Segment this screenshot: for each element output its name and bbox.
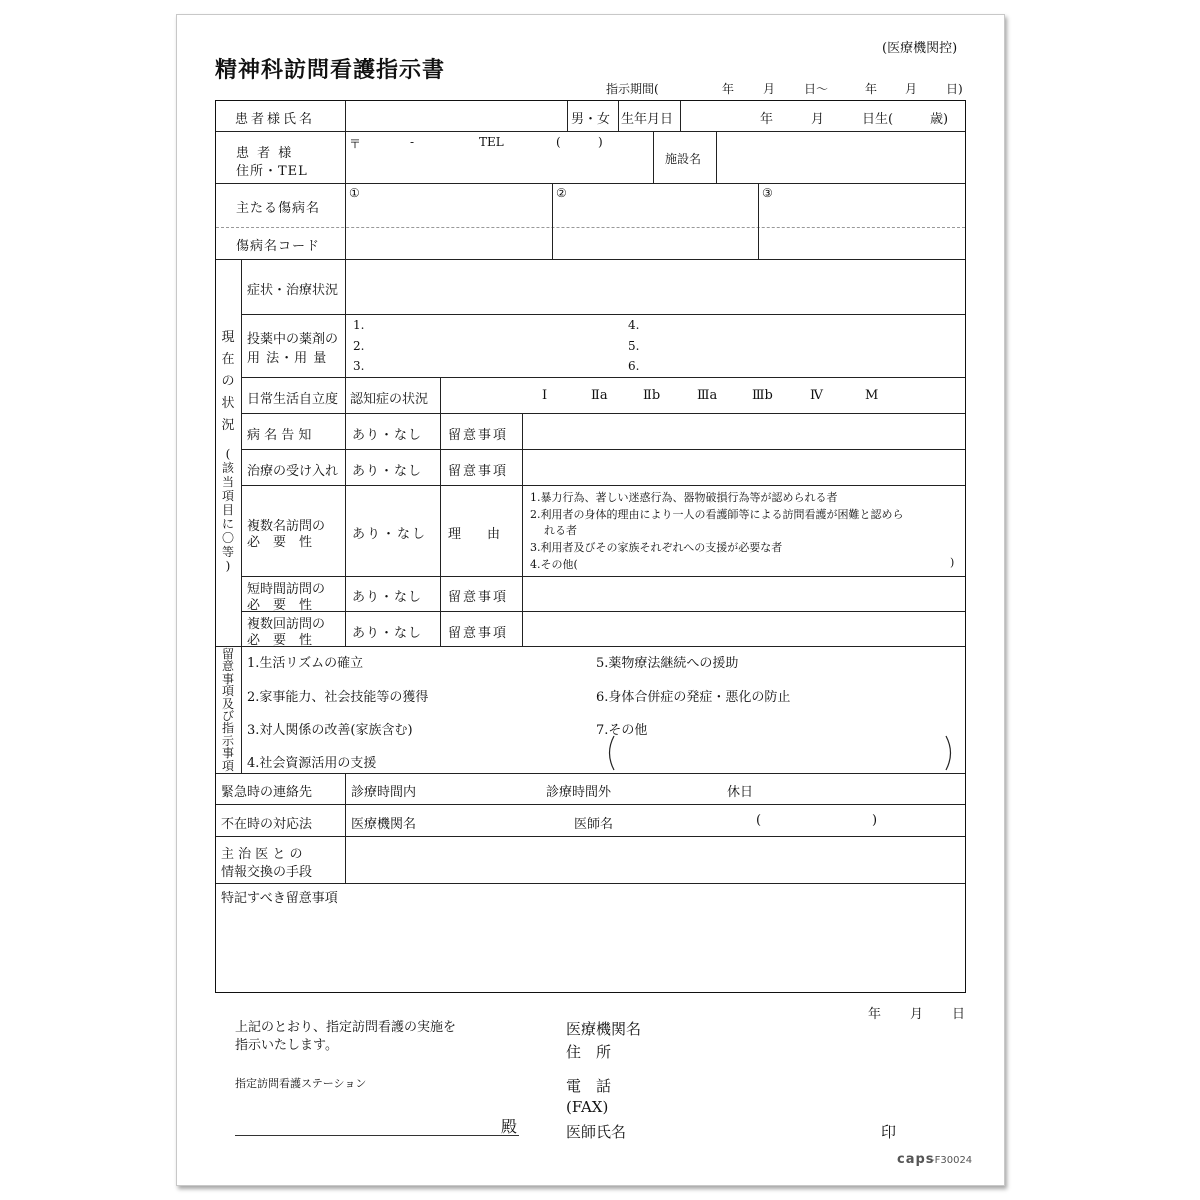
footer-address-label: 住 所 <box>566 1043 612 1061</box>
in-hours-label: 診療時間内 <box>351 785 417 800</box>
short-visit-label-1: 短時間訪問の <box>247 582 326 597</box>
address-label-2: 住所・TEL <box>236 164 308 179</box>
daily-living-label: 日常生活自立度 <box>247 392 339 407</box>
multi-visit-yes-no[interactable]: あり・なし <box>352 626 423 641</box>
current-status-side-label: 現 在 の 状 況 <box>221 330 235 433</box>
reason-4-close: ) <box>950 556 955 569</box>
date-day: 日 <box>952 1007 966 1022</box>
honorific-label: 殿 <box>501 1117 518 1136</box>
reason-2: 2.利用者の身体的理由により一人の看護師等による訪問看護が困難と認めら <box>530 508 904 521</box>
med-5: 5. <box>628 339 640 353</box>
doctor-paren-close: ) <box>872 813 878 828</box>
footer-doctor-name-label: 医師氏名 <box>566 1123 627 1141</box>
sex-label: 男・女 <box>571 112 611 127</box>
postal-dash: - <box>410 135 415 149</box>
dementia-level-3b[interactable]: Ⅲb <box>752 388 773 403</box>
statement-line-1: 上記のとおり、指定訪問看護の実施を <box>235 1020 457 1035</box>
station-signature-line <box>235 1135 519 1136</box>
info-exchange-label-1: 主 治 医 と の <box>221 847 303 862</box>
dementia-level-2b[interactable]: Ⅱb <box>643 388 661 403</box>
multi-staff-yes-no[interactable]: あり・なし <box>352 527 428 542</box>
disease-3-marker: ③ <box>762 186 773 200</box>
multi-visit-label-2: 必 要 性 <box>247 633 313 648</box>
dementia-label: 認知症の状況 <box>350 392 429 407</box>
meds-label-2: 用 法・用 量 <box>247 351 328 366</box>
dementia-level-m[interactable]: M <box>865 388 879 403</box>
acceptance-yes-no[interactable]: あり・なし <box>352 464 423 479</box>
med-4: 4. <box>628 318 640 332</box>
reason-label: 理 由 <box>448 527 501 542</box>
main-disease-label: 主たる傷病名 <box>236 201 321 216</box>
institution-label: 医療機関名 <box>351 817 417 832</box>
period-day-1: 日〜 <box>804 82 829 96</box>
multi-visit-label-1: 複数回訪問の <box>247 617 326 632</box>
footer-institution-label: 医療機関名 <box>566 1020 642 1038</box>
short-visit-yes-no[interactable]: あり・なし <box>352 590 423 605</box>
instruction-2[interactable]: 2.家事能力、社会技能等の獲得 <box>247 690 429 705</box>
dementia-level-2a[interactable]: Ⅱa <box>591 388 608 403</box>
statement-line-2: 指示いたします。 <box>235 1038 338 1053</box>
facility-label: 施設名 <box>665 152 702 166</box>
med-2: 2. <box>353 339 365 353</box>
reason-3: 3.利用者及びその家族それぞれへの支援が必要な者 <box>530 541 783 554</box>
doctor-paren-open: ( <box>756 813 762 828</box>
dementia-level-1[interactable]: I <box>542 388 548 403</box>
absence-handling-label: 不在時の対応法 <box>221 817 313 832</box>
reason-1: 1.暴力行為、著しい迷惑行為、器物破損行為等が認められる者 <box>530 491 838 504</box>
brand-logo: caps <box>897 1152 935 1167</box>
copy-label: (医療機関控) <box>882 41 958 56</box>
dob-year: 年 <box>760 112 774 127</box>
product-code: -F30024 <box>931 1155 973 1166</box>
document-title: 精神科訪問看護指示書 <box>215 57 446 83</box>
instruction-6[interactable]: 6.身体合併症の発症・悪化の防止 <box>596 690 791 705</box>
symptom-label: 症状・治療状況 <box>247 283 339 298</box>
station-label: 指定訪問看護ステーション <box>235 1077 367 1090</box>
period-day-2: 日) <box>946 82 963 96</box>
special-notes-label: 特記すべき留意事項 <box>221 891 338 906</box>
period-label: 指示期間( <box>606 82 659 96</box>
instruction-3[interactable]: 3.対人関係の改善(家族含む) <box>247 723 413 738</box>
tel-paren-close: ) <box>598 135 603 149</box>
patient-name-label: 患者様氏名 <box>235 112 316 127</box>
notice-yes-no[interactable]: あり・なし <box>352 428 423 443</box>
short-visit-notes-label: 留意事項 <box>448 590 509 605</box>
med-3: 3. <box>353 359 365 373</box>
emergency-contact-label: 緊急時の連絡先 <box>221 785 313 800</box>
date-month: 月 <box>910 1007 924 1022</box>
treatment-acceptance-label: 治療の受け入れ <box>247 464 339 479</box>
footer-fax-label: (FAX) <box>566 1098 609 1116</box>
period-month-2: 月 <box>905 82 918 96</box>
period-month-1: 月 <box>763 82 776 96</box>
disease-notice-label: 病 名 告 知 <box>247 428 312 443</box>
disease-2-marker: ② <box>556 186 567 200</box>
disease-code-label: 傷病名コード <box>236 239 321 254</box>
instruction-5[interactable]: 5.薬物療法継続への援助 <box>596 656 739 671</box>
dob-day: 日生( <box>862 112 894 127</box>
med-6: 6. <box>628 359 640 373</box>
notice-notes-label: 留意事項 <box>448 428 509 443</box>
instruction-7-bracket <box>605 734 955 774</box>
info-exchange-label-2: 情報交換の手段 <box>221 865 313 880</box>
multi-staff-label-1: 複数名訪問の <box>247 519 326 534</box>
med-1: 1. <box>353 318 365 332</box>
tel-paren-open: ( <box>556 135 561 149</box>
dementia-level-4[interactable]: Ⅳ <box>810 388 823 403</box>
instruction-7[interactable]: 7.その他 <box>596 723 648 738</box>
current-status-side-note: ( 該 当 項 目 に 〇 等 ) <box>221 447 234 573</box>
period-year-2: 年 <box>865 82 878 96</box>
dob-label: 生年月日 <box>621 112 674 127</box>
date-year: 年 <box>868 1007 882 1022</box>
instruction-1[interactable]: 1.生活リズムの確立 <box>247 656 364 671</box>
multi-visit-notes-label: 留意事項 <box>448 626 509 641</box>
dob-age: 歳) <box>930 112 949 127</box>
period-year-1: 年 <box>722 82 735 96</box>
postal-mark: 〒 <box>349 137 362 151</box>
short-visit-label-2: 必 要 性 <box>247 598 313 613</box>
dob-month: 月 <box>811 112 825 127</box>
multi-staff-label-2: 必 要 性 <box>247 535 313 550</box>
disease-1-marker: ① <box>349 186 360 200</box>
tel-label: TEL <box>479 135 504 149</box>
out-hours-label: 診療時間外 <box>546 785 612 800</box>
meds-label-1: 投薬中の薬剤の <box>247 332 339 347</box>
dementia-level-3a[interactable]: Ⅲa <box>697 388 718 403</box>
footer-phone-label: 電 話 <box>566 1077 612 1095</box>
seal-label: 印 <box>881 1123 897 1141</box>
instruction-4[interactable]: 4.社会資源活用の支援 <box>247 756 377 771</box>
reason-4: 4.その他( <box>530 558 578 571</box>
acceptance-notes-label: 留意事項 <box>448 464 509 479</box>
address-label-1: 患 者 様 <box>236 146 294 161</box>
holiday-label: 休日 <box>727 785 754 800</box>
reason-2-cont: れる者 <box>544 524 577 537</box>
instructions-side-label: 留 意 事 項 及 び 指 示 事 項 <box>221 647 234 773</box>
doctor-label: 医師名 <box>574 817 614 832</box>
